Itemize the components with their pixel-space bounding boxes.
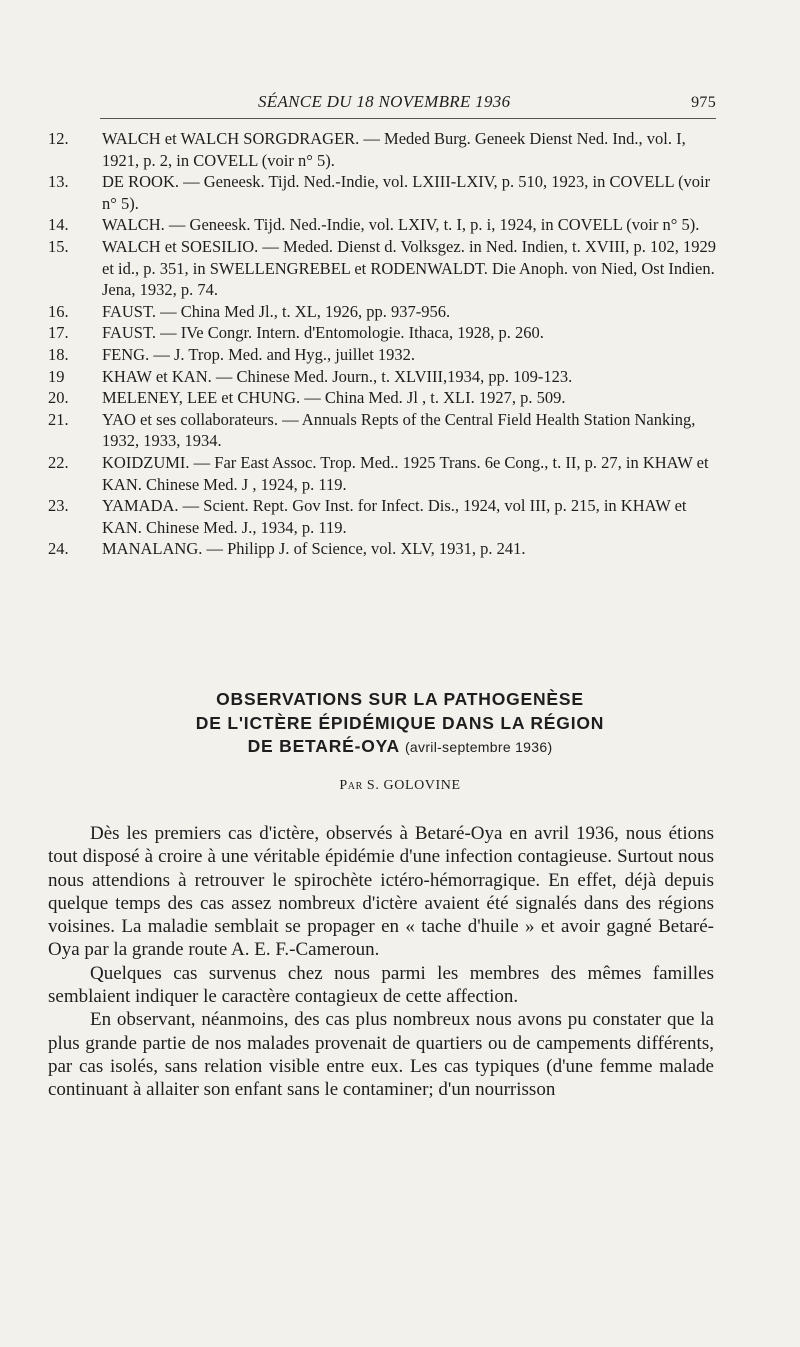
article-title-dates: (avril-septembre 1936) <box>404 739 553 755</box>
article-title-place: DE BETARÉ-OYA <box>247 736 400 756</box>
reference-text: YAMADA. — Scient. Rept. Gov Inst. for Infect. Dis., 1924, vol III, p. 215, in KHAW et KAN. Chinese Med. J., 1934, p. 119. <box>102 496 687 537</box>
reference-item <box>48 538 716 560</box>
reference-number: 22. <box>48 452 69 472</box>
reference-text: MELENEY, LEE et CHUNG. — China Med. Jl , t. XLI. 1927, p. 509. <box>102 388 566 408</box>
author-byline: Par S. GOLOVINE <box>339 778 461 793</box>
reference-number: 14. <box>48 215 69 235</box>
reference-item <box>48 366 716 388</box>
running-title: SÉANCE DU 18 NOVEMBRE 1936 <box>258 92 511 111</box>
reference-text: FAUST. — China Med Jl., t. XL, 1926, pp. 937-956. <box>102 301 451 321</box>
reference-item <box>48 452 716 495</box>
article-title-line <box>0 735 800 760</box>
body-paragraph: Dès les premiers cas d'ictère, observés à Betaré-Oya en avril 1936, nous étions tout disposé à croire à une véritable épidémie d'une infection contagieuse. Surtout nous nous attendions à retrouver le spirochète ictéro-hémorragique. En effet, déjà depuis quelque temps des cas assez nombreux d'ictère avaient été signalés dans des régions voisines. La maladie semblait se propager en « tache d'huile » et avoir gagné Betaré-Oya par la grande route A. E. F.-Cameroun. <box>48 823 714 961</box>
reference-text: FAUST. — IVe Congr. Intern. d'Entomologie. Ithaca, 1928, p. 260. <box>102 323 544 343</box>
reference-text: YAO et ses collaborateurs. — Annuals Repts of the Central Field Health Station Nanking, 1932, 1933, 1934. <box>102 409 696 451</box>
article-title-line: DE L'ICTÈRE ÉPIDÉMIQUE DANS LA RÉGION <box>195 712 605 733</box>
reference-text: WALCH et WALCH SORGDRAGER. — Meded Burg. Geneek Dienst Ned. Ind., vol. I, 1921, p. 2, in COVELL (voir n° 5). <box>102 129 686 170</box>
reference-number: 17. <box>48 323 69 343</box>
reference-text: KHAW et KAN. — Chinese Med. Journ., t. XLVIII,1934, pp. 109-123. <box>102 366 573 386</box>
reference-item <box>48 387 716 409</box>
reference-number: 13. <box>48 172 69 192</box>
reference-text: WALCH et SOESILIO. — Meded. Dienst d. Volksgez. in Ned. Indien, t. XVIII, p. 102, 1929 et id., p. 351, in SWELLENGREBEL et RODENWALDT. Die Anoph. von Nied, Ost Indien. Jena, 1932, p. 74. <box>102 236 716 300</box>
header-rule <box>100 118 716 119</box>
reference-text: MANALANG. — Philipp J. of Science, vol. XLV, 1931, p. 241. <box>102 539 526 559</box>
reference-item <box>48 214 716 236</box>
reference-number: 12. <box>48 129 69 148</box>
reference-item <box>48 409 716 452</box>
reference-item <box>48 236 716 301</box>
reference-list <box>48 128 716 560</box>
reference-text: WALCH. — Geneesk. Tijd. Ned.-Indie, vol. LXIV, t. I, p. i, 1924, in COVELL (voir n° 5). <box>102 215 700 235</box>
reference-text: FENG. — J. Trop. Med. and Hyg., juillet 1932. <box>102 344 416 364</box>
reference-number: 15. <box>48 236 69 256</box>
running-header <box>100 92 716 116</box>
body-paragraph: Quelques cas survenus chez nous parmi les membres des mêmes familles semblaient indiquer le caractère contagieux de cette affection. <box>48 962 714 1008</box>
reference-number: 23. <box>48 496 69 516</box>
reference-text: DE ROOK. — Geneesk. Tijd. Ned.-Indie, vol. LXIII-LXIV, p. 510, 1923, in COVELL (voir n° 5). <box>102 172 711 213</box>
article-body <box>48 822 714 1102</box>
reference-number: 18. <box>48 344 69 364</box>
reference-item <box>48 344 716 366</box>
reference-text: KOIDZUMI. — Far East Assoc. Trop. Med.. 1925 Trans. 6e Cong., t. II, p. 27, in KHAW et KAN. Chinese Med. J , 1924, p. 119. <box>102 452 709 494</box>
body-paragraph: En observant, néanmoins, des cas plus nombreux nous avons pu constater que la plus grande partie de nos malades provenait de quartiers ou de campements différents, par cas isolés, sans relation visible entre eux. Les cas typiques (d'une femme malade continuant à allaiter son enfant sans le contaminer; d'un nourrisson <box>48 1009 714 1101</box>
reference-item <box>48 301 716 323</box>
reference-item <box>48 322 716 344</box>
reference-item <box>48 128 716 171</box>
reference-item <box>48 495 716 538</box>
reference-number: 21. <box>48 409 69 429</box>
reference-number: 20. <box>48 388 69 408</box>
reference-number: 19 <box>48 366 65 386</box>
page-number: 975 <box>691 94 716 111</box>
article-title <box>0 688 800 760</box>
article-title-line: OBSERVATIONS SUR LA PATHOGENÈSE <box>216 689 584 709</box>
reference-number: 16. <box>48 301 69 321</box>
reference-number: 24. <box>48 539 69 559</box>
reference-item <box>48 171 716 214</box>
